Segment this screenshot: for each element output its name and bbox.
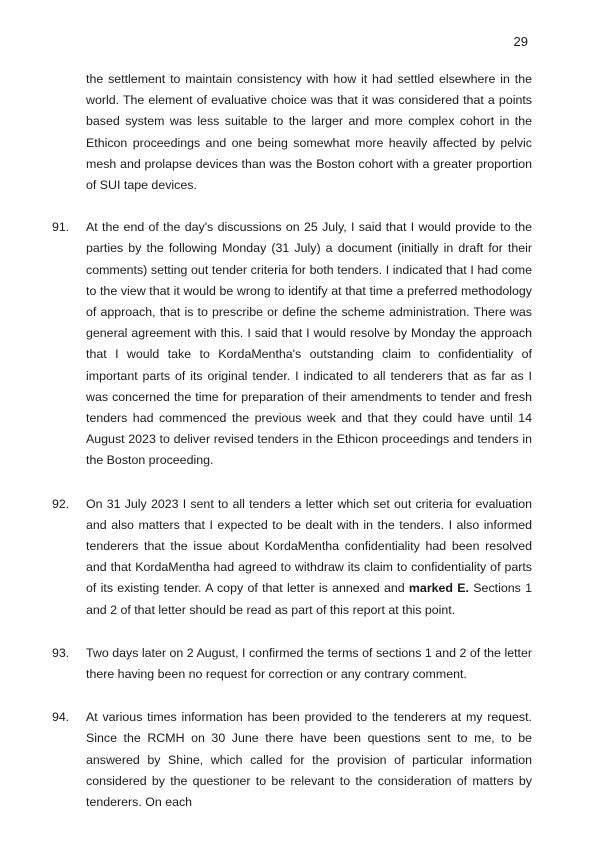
paragraph-text: At various times information has been provided to the tenderers at my request. Since the RCMH on 30 June there have been questions sent to me, to be answered by Shine, which called for the provision of particular information considered by the questioner to be relevant to the consideration of matters by tenderers. On each xyxy=(86,710,532,810)
paragraph-91 xyxy=(52,217,532,471)
paragraph-94 xyxy=(52,707,532,813)
continued-paragraph: the settlement to maintain consistency with how it had settled elsewhere in the world. The element of evaluative choice was that it was considered that a points based system was less suitable to the larger and more complex cohort in the Ethicon proceedings and one being somewhat more heavily affected by pelvic mesh and prolapse devices than was the Boston cohort with a greater proportion of SUI tape devices. xyxy=(86,72,532,193)
page-body xyxy=(52,69,532,813)
paragraph-number: 91. xyxy=(52,220,70,235)
paragraph-92 xyxy=(52,494,532,621)
paragraph-text: At the end of the day's discussions on 25 July, I said that I would provide to the parties by the following Monday (31 July) a document (initially in draft for their comments) setting out tender criteria for both tenders. I indicated that I had come to the view that it would be wrong to identify at that time a preferred methodology of approach, that is to prescribe or define the scheme administration. There was general agreement with this. I said that I would resolve by Monday the approach that I would take to KordaMentha's outstanding claim to confidentiality of important parts of its original tender. I indicated to all tenderers that as far as I was concerned the time for preparation of their amendments to tender and fresh tenders had commenced the previous week and that they could have until 14 August 2023 to deliver revised tenders in the Ethicon proceedings and tenders in the Boston proceeding. xyxy=(86,220,532,468)
paragraph-text-start: On 31 July 2023 I sent to all tenders a letter which set out criteria for evaluation and also matters that I expected to be dealt with in the tenders. I also informed tenderers that the issue about KordaMentha confidentiality had been resolved and that KordaMentha had agreed to withdraw its claim to confidentiality of parts of its existing tender. A copy of that letter is annexed and xyxy=(86,496,532,596)
paragraph-number: 92. xyxy=(52,496,70,511)
paragraph-text-end: Sections 1 and 2 of that letter should be read as part of this report at this point. xyxy=(86,581,532,617)
paragraph-93 xyxy=(52,643,532,685)
page-number: 29 xyxy=(513,34,528,49)
annexure-reference: marked E. xyxy=(408,581,469,596)
paragraph-text: Two days later on 2 August, I confirmed the terms of sections 1 and 2 of the letter there having been no request for correction or any contrary comment. xyxy=(86,645,532,682)
paragraph-number: 94. xyxy=(52,710,70,725)
paragraph-text xyxy=(86,494,532,621)
paragraph-number: 93. xyxy=(52,645,70,660)
